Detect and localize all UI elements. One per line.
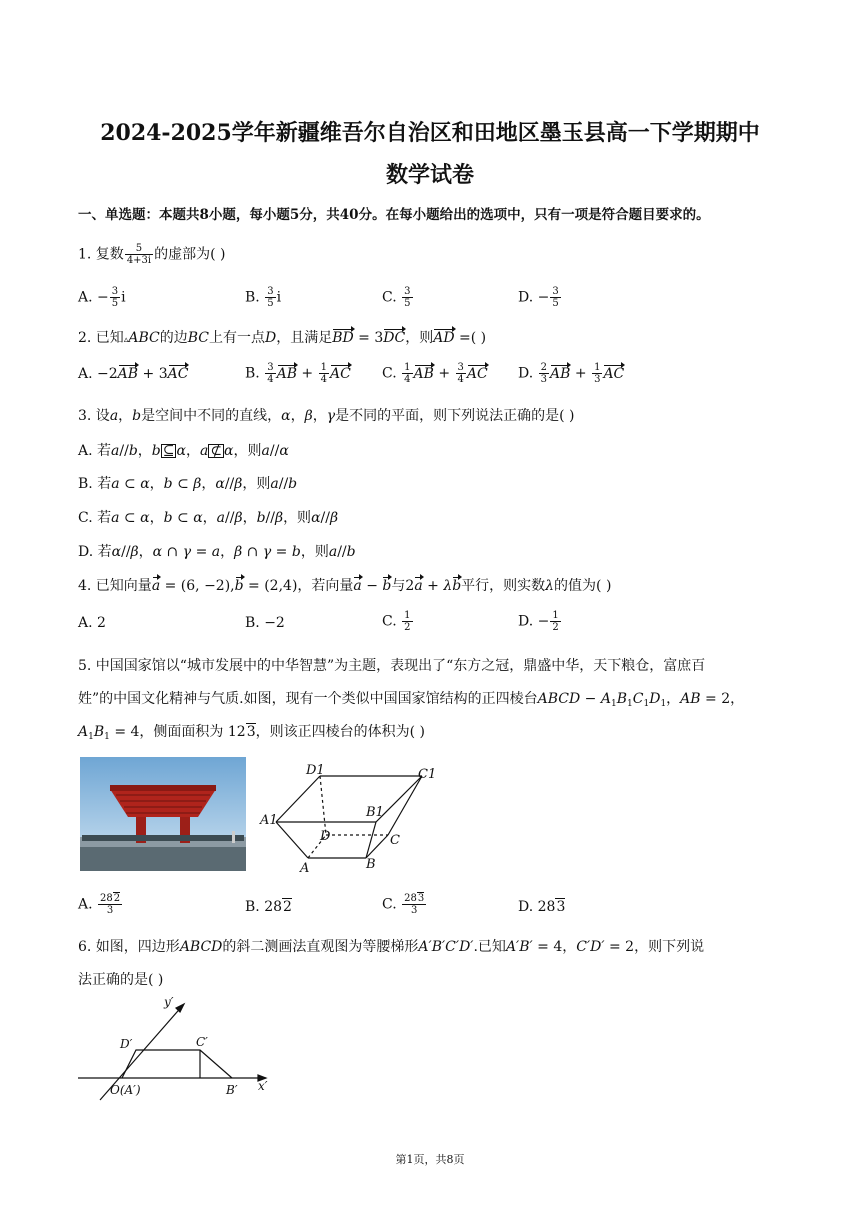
label-c-prime: C′ xyxy=(196,1035,208,1049)
question-3-option-a: A. 若a//b，b ⊆ α，a ⊄ α，则a//α xyxy=(78,443,289,459)
oblique-projection-figure xyxy=(78,996,278,1106)
question-5-line-3: $A_1B_1 = 4$，侧面面积为 123，则该正四棱台的体积为( ) xyxy=(78,724,425,742)
label-a1: A1 xyxy=(260,813,278,828)
question-5-option-d: D. 283 xyxy=(518,899,566,915)
question-4-stem: 4. 已知向量a = (6, −2),b = (2,4)，若向量a − b与2a + λb平行，则实数λ的值为( ) xyxy=(78,578,612,594)
section-heading: 一、单选题：本题共8小题，每小题5分，共40分。在每小题给出的选项中，只有一项是符合题目要求的。 xyxy=(78,207,710,223)
label-c1: C1 xyxy=(418,767,437,782)
question-3-option-c: C. 若a ⊂ α，b ⊂ α，a//β，b//β，则α//β xyxy=(78,510,339,526)
question-6-line-2: 法正确的是( ) xyxy=(78,972,164,988)
label-x-prime: x′ xyxy=(258,1079,268,1093)
question-5-option-c: C. $\frac{283}{3}$ xyxy=(382,893,425,916)
pavilion-photo xyxy=(80,757,246,871)
question-5-line-1: 5. 中国国家馆以“城市发展中的中华智慧”为主题，表现出了“东方之冠，鼎盛中华，天下粮仓，富庶百 xyxy=(78,658,706,674)
question-2-option-d: D. $\frac{2}{3}$ AB + $\frac{1}{3}$ AC xyxy=(518,362,625,385)
label-y-prime: y′ xyxy=(164,996,174,1009)
label-b1: B1 xyxy=(366,805,384,820)
frustum-figure xyxy=(258,760,443,872)
label-c: C xyxy=(390,833,400,848)
label-b: B xyxy=(366,857,376,872)
question-2-option-b: B. $\frac{3}{4}$ AB + $\frac{1}{4}$ AC xyxy=(245,362,351,385)
question-2-stem: 2. 已知▵ABC的边BC上有一点D，且满足BD = 3DC，则AD =( ) xyxy=(78,330,487,346)
question-1-stem: 1. 复数 $\frac{5}{4+3i}$ 的虚部为( ) xyxy=(78,243,226,266)
question-6-line-1: 6. 如图，四边形ABCD的斜二测画法直观图为等腰梯形A′B′C′D′.已知A′B′ = 4，C′D′ = 2，则下列说 xyxy=(78,939,705,955)
question-2-option-a: A. −2AB + 3AC xyxy=(78,366,189,382)
question-1-option-d: D. − $\frac{3}{5}$ xyxy=(518,286,559,309)
question-4-option-d: D. − $\frac{1}{2}$ xyxy=(518,610,559,633)
question-4-option-c: C. $\frac{1}{2}$ xyxy=(382,610,411,633)
question-3-option-b: B. 若a ⊂ α，b ⊂ β，α//β，则a//b xyxy=(78,476,298,492)
label-a: A xyxy=(300,861,310,872)
question-5-option-b: B. 282 xyxy=(245,899,292,915)
question-4-option-b: B. −2 xyxy=(245,615,285,631)
label-d1: D1 xyxy=(306,763,325,778)
question-1-option-c: C. $\frac{3}{5}$ xyxy=(382,286,411,309)
label-origin: O(A′) xyxy=(110,1083,141,1097)
label-d: D xyxy=(320,829,331,844)
question-2-option-c: C. $\frac{1}{4}$ AB + $\frac{3}{4}$ AC xyxy=(382,362,488,385)
page-title: 2024-2025学年新疆维吾尔自治区和田地区墨玉县高一下学期期中 xyxy=(100,120,760,146)
question-5-option-a: A. $\frac{282}{3}$ xyxy=(78,893,121,916)
page-subtitle: 数学试卷 xyxy=(385,162,474,188)
question-1-option-b: B. $\frac{3}{5}$ i xyxy=(245,286,282,309)
question-4-option-a: A. 2 xyxy=(78,615,106,631)
question-3-option-d: D. 若α//β，α ∩ γ = a，β ∩ γ = b，则a//b xyxy=(78,544,356,560)
label-d-prime: D′ xyxy=(120,1037,133,1051)
question-1-option-a: A. − $\frac{3}{5}$ i xyxy=(78,286,126,309)
label-b-prime: B′ xyxy=(226,1083,238,1097)
page-footer: 第1页，共8页 xyxy=(395,1153,465,1166)
question-3-stem: 3. 设a，b是空间中不同的直线，α，β，γ是不同的平面，则下列说法正确的是( ) xyxy=(78,408,575,424)
question-5-line-2: 姓”的中国文化精神与气质.如图，现有一个类似中国国家馆结构的正四棱台ABCD − $A_1B_1C_1D_1$，AB = 2， xyxy=(78,691,745,709)
